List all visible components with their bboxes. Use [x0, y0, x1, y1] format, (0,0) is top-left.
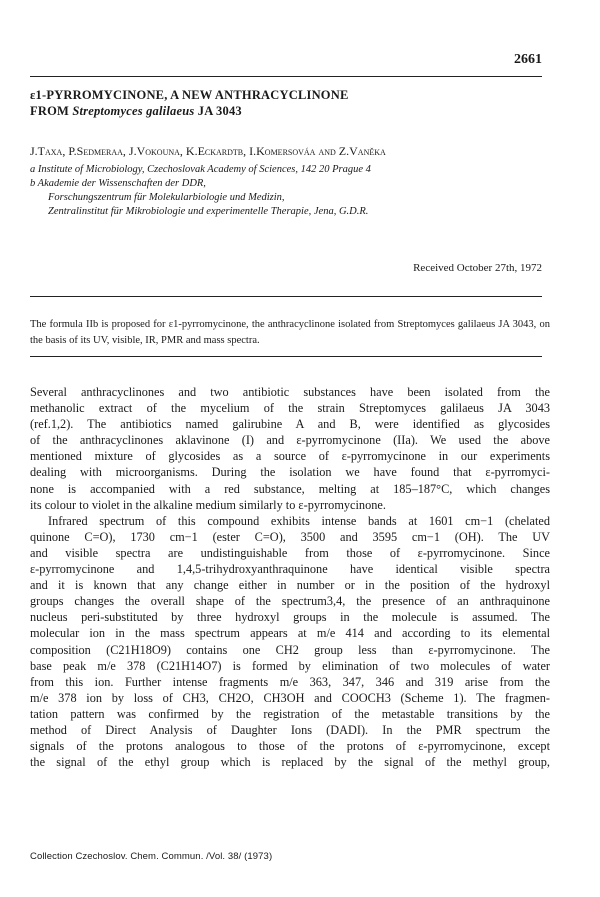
body-line: molecular ion in the mass spectrum appears at m/e 414 and according to its elemental — [30, 626, 550, 641]
abstract-top-rule — [30, 296, 542, 297]
title-line-2: FROM Streptomyces galilaeus JA 3043 — [30, 104, 242, 118]
author-list: J.Taxa, P.Sedmeraa, J.Vokouna, K.Eckardtb, I.Komersováa and Z.Vaněka — [30, 144, 386, 158]
body-line: nucleus peri-substituted by three hydroxyl groups in the molecule is assumed. The — [30, 610, 550, 625]
affiliation-b: b Akademie der Wissenschaften der DDR, — [30, 178, 206, 189]
received-date: Received October 27th, 1972 — [413, 262, 542, 274]
body-line: methanolic extract of the mycelium of the strain Streptomyces galilaeus JA 3043 — [30, 401, 550, 416]
body-line: tation pattern was confirmed by the registration of the metastable transitions by the — [30, 706, 550, 721]
abstract: The formula IIb is proposed for ε1-pyrromycinone, the anthracyclinone isolated from Streptomyces galilaeus JA 3043, on the basis of its UV, visible, IR, PMR and mass spectra. — [30, 319, 550, 346]
article-title — [30, 87, 550, 119]
affiliation-a: a Institute of Microbiology, Czechoslovak Academy of Sciences, 142 20 Prague 4 — [30, 164, 371, 175]
body-line: none is accompanied with a red substance, melting at 185–187°C, which changes — [30, 481, 550, 496]
header-rule — [30, 76, 542, 77]
page-number: 2661 — [514, 52, 542, 67]
body-line: and visible spectra are undistinguishable from those of ε-pyrromycinone. Since — [30, 545, 550, 560]
affiliation-b-line3: Zentralinstitut für Mikrobiologie und experimentelle Therapie, Jena, G.D.R. — [48, 206, 369, 217]
abstract-bottom-rule — [30, 356, 542, 357]
body-line: groups changes the overall shape of the spectrum3,4, the presence of an anthraquinone — [30, 594, 550, 609]
body-line: of the anthracyclinones aklavinone (I) and ε-pyrromycinone (IIa). We used the above — [30, 433, 550, 448]
body-line: and it is known that any change either in number or in the position of the hydroxyl — [30, 578, 550, 593]
body-line: method of Direct Analysis of Daughter Ions (DADI). In the PMR spectrum the — [30, 722, 550, 737]
body-line: (ref.1,2). The antibiotics named galirubine A and B, were identified as glycosides — [30, 417, 550, 432]
body-line: dealing with microorganisms. During the isolation we have found that ε-pyrromyci- — [30, 465, 550, 480]
body-line: base peak m/e 378 (C21H14O7) is formed by elimination of two molecules of water — [30, 658, 550, 673]
body-line: mentioned mixture of glycosides as a source of ε-pyrromycinone in our experiments — [30, 449, 550, 464]
body-line: signals of the protons analogous to those of the protons of ε-pyrromycinone, except — [30, 739, 550, 754]
body-line: the signal of the ethyl group which is replaced by the signal of the methyl group, — [30, 755, 550, 770]
affiliations — [30, 163, 550, 219]
body-line: composition (C21H18O9) contains one CH2 group less than ε-pyrromycinone. The — [30, 642, 550, 657]
body-line: Infrared spectrum of this compound exhibits intense bands at 1601 cm−1 (chelated — [48, 513, 550, 528]
body-line: m/e 378 ion by loss of CH3, CH2O, CH3OH and COOCH3 (Scheme 1). The fragmen- — [30, 690, 550, 705]
affiliation-b-line2: Forschungszentrum für Molekularbiologie und Medizin, — [48, 192, 285, 203]
body-line: Several anthracyclinones and two antibiotic substances have been isolated from the — [30, 385, 550, 399]
species-name: Streptomyces galilaeus — [72, 104, 195, 118]
body-line: from this ion. Further intense fragments m/e 363, 347, 346 and 319 arise from the — [30, 674, 550, 689]
journal-footer: Collection Czechoslov. Chem. Commun. /Vol. 38/ (1973) — [30, 851, 273, 862]
body-line: its colour to violet in the alkaline medium similarly to ε-pyrromycinone. — [30, 497, 386, 512]
body-text — [30, 384, 550, 770]
body-line: quinone C=O), 1730 cm−1 (ester C=O), 3500 and 3595 cm−1 (OH). The UV — [30, 529, 550, 544]
body-line: ε-pyrromycinone and 1,4,5-trihydroxyanthraquinone have identical visible spectra — [30, 562, 550, 577]
title-line-1: ε1-PYRROMYCINONE, A NEW ANTHRACYCLINONE — [30, 88, 349, 102]
